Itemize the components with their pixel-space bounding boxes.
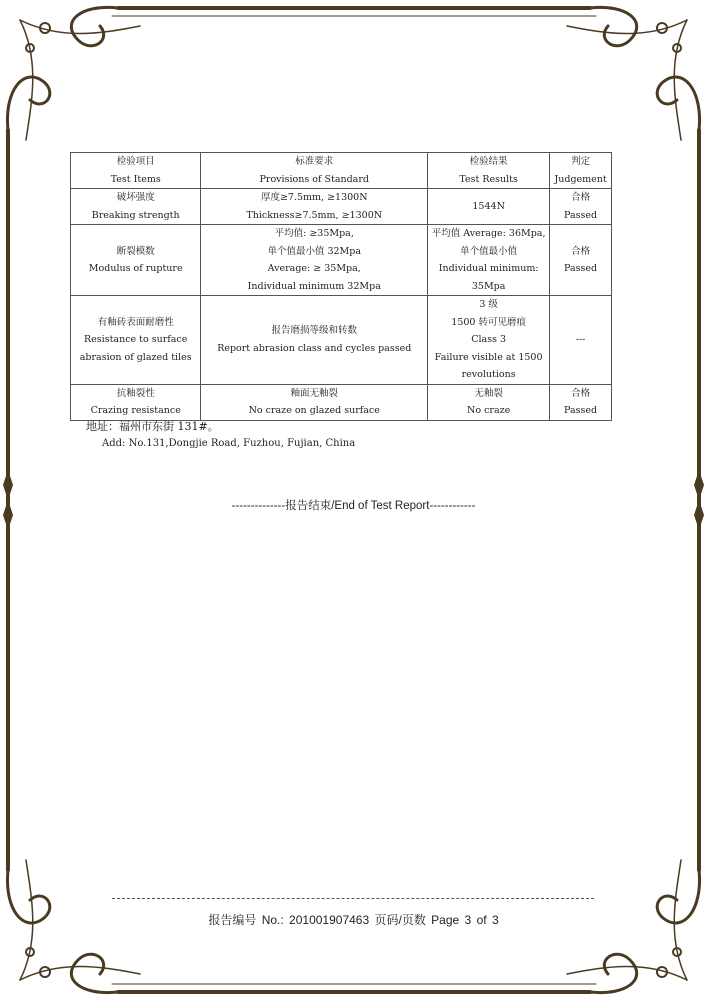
cell-line: 3 级: [479, 299, 498, 310]
cell-item: [71, 384, 201, 420]
cell-line: 断裂模数: [116, 245, 155, 257]
header-standard-cn: 标准要求: [295, 156, 334, 167]
header-results-en: Test Results: [459, 173, 518, 185]
cell-line: Class 3: [471, 334, 507, 345]
cell-line: No craze: [467, 405, 511, 416]
cell-line: Thickness≥7.5mm, ≥1300N: [246, 209, 383, 221]
page-label: 页码/页数: [374, 913, 426, 927]
cell-item: [71, 296, 201, 385]
header-items-en: Test Items: [110, 173, 161, 185]
cell-line: Failure visible at 1500: [434, 351, 543, 363]
cell-line: 1544N: [472, 200, 505, 212]
cell-line: 单个值最小值 32Mpa: [267, 245, 362, 257]
page-word: Page: [431, 913, 460, 927]
cell-line: 破坏强度: [116, 192, 155, 203]
address-english: Add: No.131,Dongjie Road, Fuzhou, Fujian, China: [102, 438, 356, 449]
of-word: of: [476, 913, 487, 927]
cell-line: Passed: [564, 263, 598, 274]
header-items-cn: 检验项目: [116, 156, 155, 167]
cell-line: abrasion of glazed tiles: [79, 351, 192, 363]
address-chinese: 地址：福州市东街 131#。: [86, 420, 219, 433]
cell-line: 报告磨损等级和转数: [271, 325, 357, 337]
end-of-report-line: --------------报告结束/End of Test Report------------: [231, 500, 476, 512]
cell-line: Average: ≥ 35Mpa,: [267, 263, 361, 274]
cell-standard: [201, 384, 428, 420]
cell-result: [428, 225, 550, 296]
cell-item: [71, 189, 201, 225]
page-current: 3: [464, 913, 472, 927]
cell-line: 合格: [571, 192, 591, 203]
cell-line: ---: [575, 334, 586, 345]
cell-line: 合格: [571, 245, 591, 257]
header-standard-en: Provisions of Standard: [259, 173, 369, 185]
header-test-items: [71, 153, 201, 189]
cell-line: 单个值最小值: [460, 245, 518, 257]
cell-line: 平均值: ≥35Mpa,: [274, 228, 354, 239]
page-total: 3: [491, 913, 499, 927]
cell-standard: [201, 225, 428, 296]
cell-item: [71, 225, 201, 296]
header-judgement-cn: 判定: [571, 156, 591, 167]
cell-line: No craze on glazed surface: [248, 405, 380, 416]
cell-line: 无釉裂: [474, 387, 503, 399]
page-footer: [0, 911, 707, 928]
cell-line: 抗釉裂性: [116, 387, 155, 399]
cell-line: revolutions: [461, 369, 516, 380]
cell-judgement: [550, 189, 612, 225]
header-results-cn: 检验结果: [469, 156, 508, 167]
table-row: [71, 296, 612, 385]
cell-line: Breaking strength: [91, 209, 180, 221]
cell-line: 有釉砖表面耐磨性: [97, 316, 174, 328]
cell-line: Crazing resistance: [90, 405, 181, 416]
cell-line: Resistance to surface: [84, 334, 188, 345]
cell-line: 厚度≥7.5mm, ≥1300N: [260, 192, 368, 203]
header-results: [428, 153, 550, 189]
cell-line: Individual minimum:: [438, 263, 539, 274]
test-results-table: [70, 152, 612, 421]
header-judgement: [550, 153, 612, 189]
report-number: 报告编号 No.: 201001907463: [208, 913, 370, 927]
cell-standard: [201, 296, 428, 385]
table-header-row: [71, 153, 612, 189]
cell-line: 平均值 Average: 36Mpa,: [431, 228, 546, 239]
cell-judgement: [550, 296, 612, 385]
table-row: [71, 225, 612, 296]
cell-line: Modulus of rupture: [88, 263, 183, 274]
table-row: [71, 189, 612, 225]
cell-line: 35Mpa: [471, 280, 506, 292]
cell-line: Report abrasion class and cycles passed: [217, 342, 412, 354]
header-judgement-en: Judgement: [554, 173, 607, 185]
cell-judgement: [550, 225, 612, 296]
cell-result: [428, 384, 550, 420]
table-row: [71, 384, 612, 420]
header-standard: [201, 153, 428, 189]
cell-line: Passed: [564, 209, 598, 221]
cell-line: 1500 转可见磨痕: [451, 316, 526, 328]
cell-line: Passed: [564, 405, 598, 416]
cell-standard: [201, 189, 428, 225]
footer-divider: [112, 898, 594, 899]
cell-result: [428, 189, 550, 225]
cell-result: [428, 296, 550, 385]
cell-line: 合格: [571, 387, 591, 399]
cell-judgement: [550, 384, 612, 420]
cell-line: Individual minimum 32Mpa: [247, 280, 381, 292]
cell-line: 釉面无釉裂: [290, 387, 338, 399]
